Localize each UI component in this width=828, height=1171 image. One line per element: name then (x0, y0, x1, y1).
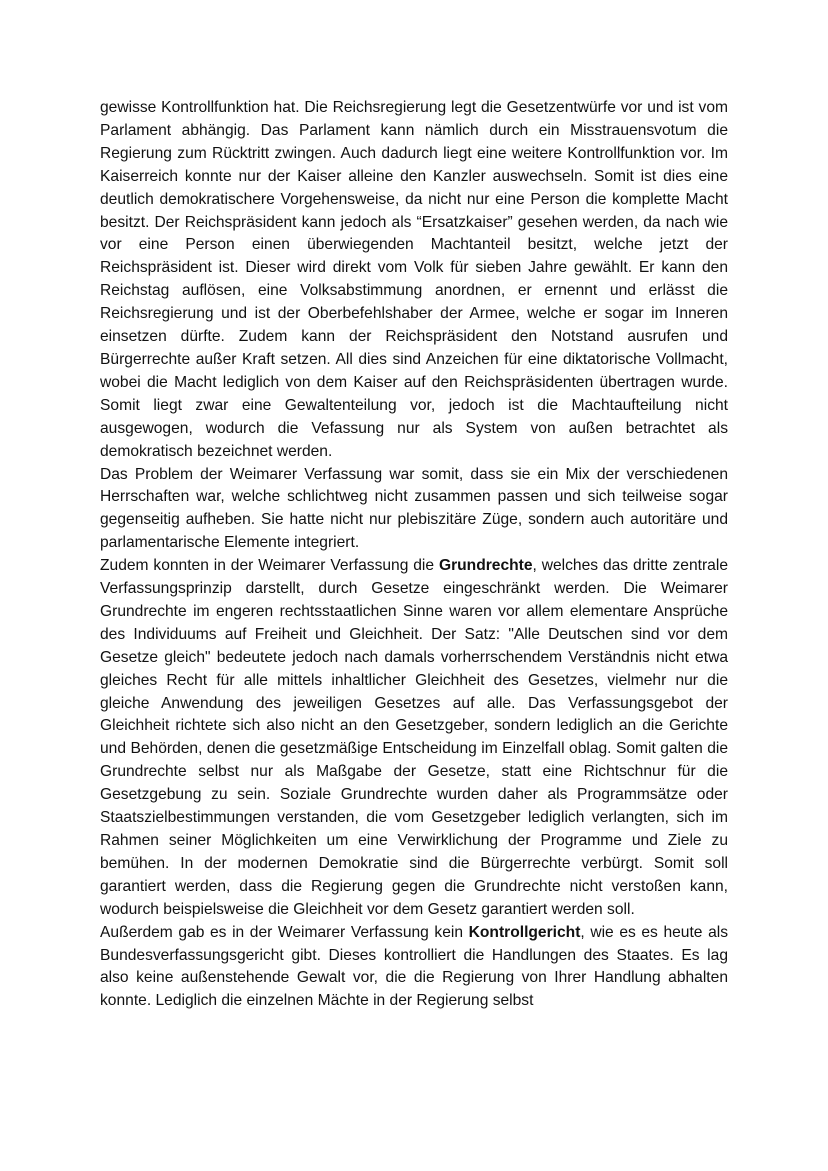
paragraph-text-after: , welches das dritte zentrale Verfassungsprinzip darstellt, durch Gesetze eingeschränkt werden. Die Weimarer Grundrechte im engeren rechtsstaatlichen Sinne waren vor allem elementare Ansprüche des Individuums auf Freiheit und Gleichheit. Der Satz: "Alle Deutschen sind vor dem Gesetze gleich" bedeutete jedoch nach damals vorherrschendem Verständnis nicht etwa gleiches Recht für alle mittels inhaltlicher Gleichheit des Gesetzes, vielmehr nur die gleiche Anwendung des jeweiligen Gesetzes auf alle. Das Verfassungsgebot der Gleichheit richtete sich also nicht an den Gesetzgeber, sondern lediglich an die Gerichte und Behörden, denen die gesetzmäßige Entscheidung im Einzelfall oblag. Somit galten die Grundrechte selbst nur als Maßgabe der Gesetze, statt eine Richtschnur für die Gesetzgebung zu sein. Soziale Grundrechte wurden daher als Programmsätze oder Staatszielbestimmungen verstanden, die vom Gesetzgeber lediglich verlangten, sich im Rahmen seiner Möglichkeiten um eine Verwirklichung der Programme und Ziele zu bemühen. In der modernen Demokratie sind die Bürgerrechte verbürgt. Somit soll garantiert werden, dass die Regierung gegen die Grundrechte nicht verstoßen kann, wodurch beispielsweise die Gleichheit vor dem Gesetz garantiert werden soll. (100, 557, 728, 918)
term-kontrollgericht: Kontrollgericht (468, 923, 581, 941)
paragraph-gewaltenteilung (100, 97, 728, 464)
paragraph-text-before: Außerdem gab es in der Weimarer Verfassung kein (100, 923, 469, 941)
paragraph-kontrollgericht (100, 922, 728, 1014)
paragraph-verfassungsproblem (100, 464, 728, 556)
paragraph-grundrechte (100, 555, 728, 922)
paragraph-text-before: Zudem konnten in der Weimarer Verfassung die (100, 557, 439, 575)
paragraph-text: Das Problem der Weimarer Verfassung war somit, dass sie ein Mix der verschiedenen Herrschaften war, welche schlichtweg nicht zusammen passen und sich teilweise sogar gegenseitig aufheben. Sie hatte nicht nur plebiszitäre Züge, sondern auch autoritäre und parlamentarische Elemente integriert. (100, 465, 728, 552)
term-grundrechte: Grundrechte (438, 557, 533, 575)
document-page (100, 97, 728, 1013)
paragraph-text: gewisse Kontrollfunktion hat. Die Reichsregierung legt die Gesetzentwürfe vor und ist vom Parlament abhängig. Das Parlament kann nämlich durch ein Misstrauensvotum die Regierung zum Rücktritt zwingen. Auch dadurch liegt eine weitere Kontrollfunktion vor. Im Kaiserreich konnte nur der Kaiser alleine den Kanzler auswechseln. Somit ist dies eine deutlich demokratischere Vorgehensweise, da nicht nur eine Person die komplette Macht besitzt. Der Reichspräsident kann jedoch als “Ersatzkaiser” gesehen werden, da nach wie vor eine Person einen überwiegenden Machtanteil besitzt, welche jetzt der Reichspräsident ist. Dieser wird direkt vom Volk für sieben Jahre gewählt. Er kann den Reichstag auflösen, eine Volksabstimmung anordnen, er ernennt und erlässt die Reichsregierung und ist der Oberbefehlshaber der Armee, welche er sogar im Inneren einsetzen dürfte. Zudem kann der Reichspräsident den Notstand ausrufen und Bürgerrechte außer Kraft setzen. All dies sind Anzeichen für eine diktatorische Vollmacht, wobei die Macht lediglich von dem Kaiser auf den Reichspräsidenten übertragen wurde. Somit liegt zwar eine Gewaltenteilung vor, jedoch ist die Machtaufteilung nicht ausgewogen, wodurch die Vefassung nur als System von außen betrachtet als demokratisch bezeichnet werden. (100, 99, 728, 460)
paragraph-text-after: , wie es es heute als Bundesverfassungsgericht gibt. Dieses kontrolliert die Handlungen des Staates. Es lag also keine außenstehende Gewalt vor, die die Regierung von Ihrer Handlung abhalten konnte. Lediglich die einzelnen Mächte in der Regierung selbst (100, 923, 728, 1010)
